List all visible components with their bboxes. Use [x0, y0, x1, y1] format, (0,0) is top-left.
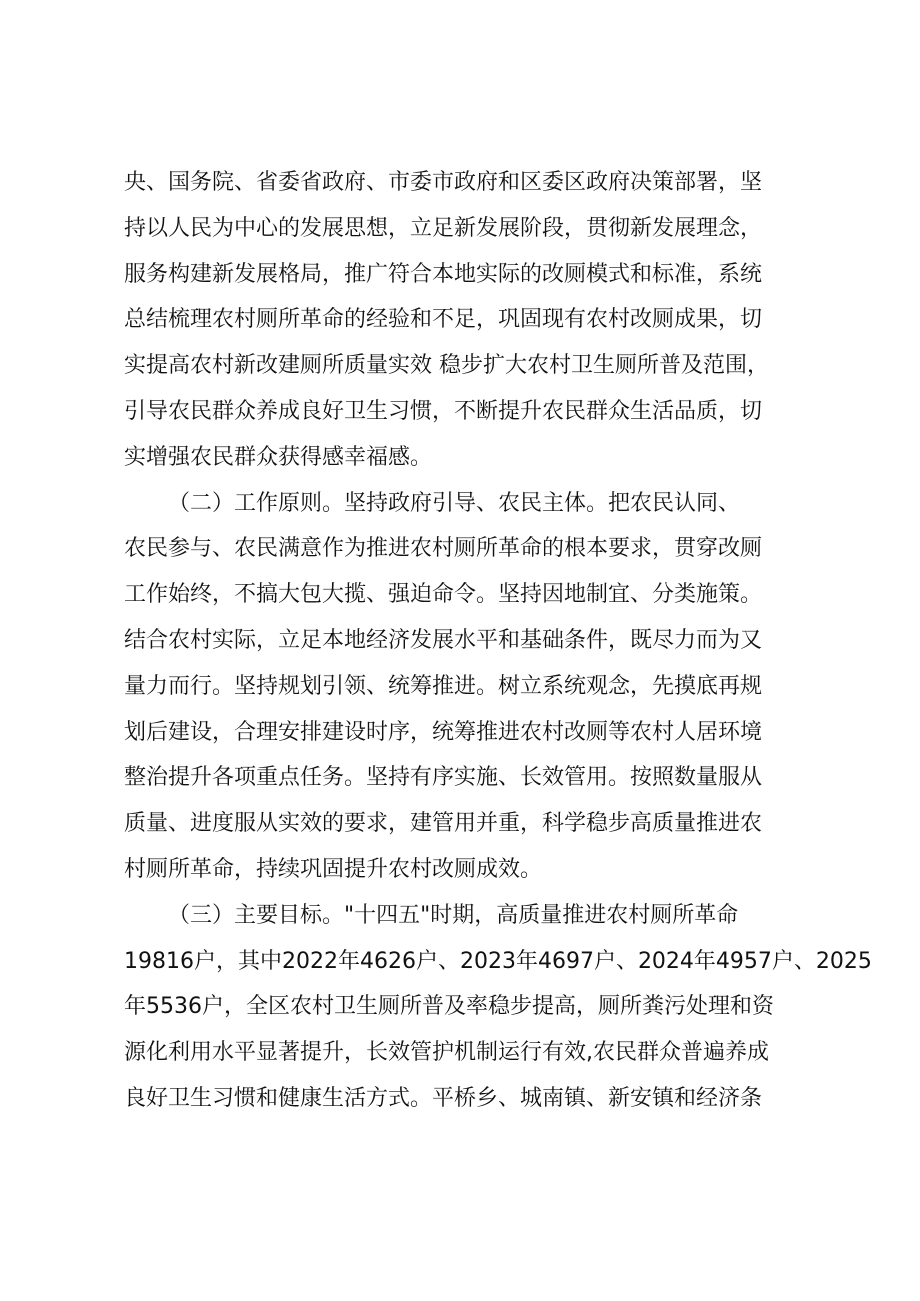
- text-line-14: 整治提升各项重点任务。坚持有序实施、长效管用。按照数量服从: [124, 765, 763, 791]
- text-line-13: 划后建设，合理安排建设时序，统筹推进农村改厕等农村人居环境: [124, 719, 763, 745]
- section-two-heading-line: （二）工作原则。坚持政府引导、农民主体。把农民认同、: [168, 490, 741, 516]
- document-body: [124, 160, 872, 1122]
- text-line-21: 良好卫生习惯和健康生活方式。平桥乡、城南镇、新安镇和经济条: [124, 1085, 763, 1111]
- text-line-9: 农民参与、农民满意作为推进农村厕所革命的根本要求，贯穿改厕: [124, 536, 763, 562]
- text-line-11: 结合农村实际，立足本地经济发展水平和基础条件，既尽力而为又: [124, 627, 763, 653]
- section-three-heading-line: （三）主要目标。"十四五"时期，高质量推进农村厕所革命: [168, 902, 739, 928]
- text-line-2: 持以人民为中心的发展思想，立足新发展阶段，贯彻新发展理念，: [124, 215, 763, 241]
- text-line-1: 央、国务院、省委省政府、市委市政府和区委区政府决策部署，坚: [124, 170, 763, 195]
- text-line-15: 质量、进度服从实效的要求，建管用并重，科学稳步高质量推进农: [124, 811, 763, 837]
- text-line-4: 总结梳理农村厕所革命的经验和不足，巩固现有农村改厕成果，切: [124, 307, 763, 333]
- text-line-19: 年5536户，全区农村卫生厕所普及率稳步提高，厕所粪污处理和资: [124, 994, 774, 1020]
- text-line-5: 实提高农村新改建厕所质量实效 稳步扩大农村卫生厕所普及范围，: [124, 353, 769, 379]
- text-line-10: 工作始终，不搞大包大揽、强迫命令。坚持因地制宜、分类施策。: [124, 582, 763, 608]
- text-line-7: 实增强农民群众获得感幸福感。: [124, 444, 433, 470]
- text-line-3: 服务构建新发展格局，推广符合本地实际的改厕模式和标准，系统: [124, 261, 763, 287]
- text-line-6: 引导农民群众养成良好卫生习惯，不断提升农民群众生活品质，切: [124, 398, 763, 424]
- text-line-16: 村厕所革命，持续巩固提升农村改厕成效。: [124, 856, 543, 882]
- text-line-12: 量力而行。坚持规划引领、统筹推进。树立系统观念，先摸底再规: [124, 673, 763, 699]
- text-line-18: 19816户，其中2022年4626户、2023年4697户、2024年4957户、2025: [124, 948, 872, 974]
- text-line-20: 源化利用水平显著提升，长效管护机制运行有效,农民群众普遍养成: [124, 1040, 769, 1066]
